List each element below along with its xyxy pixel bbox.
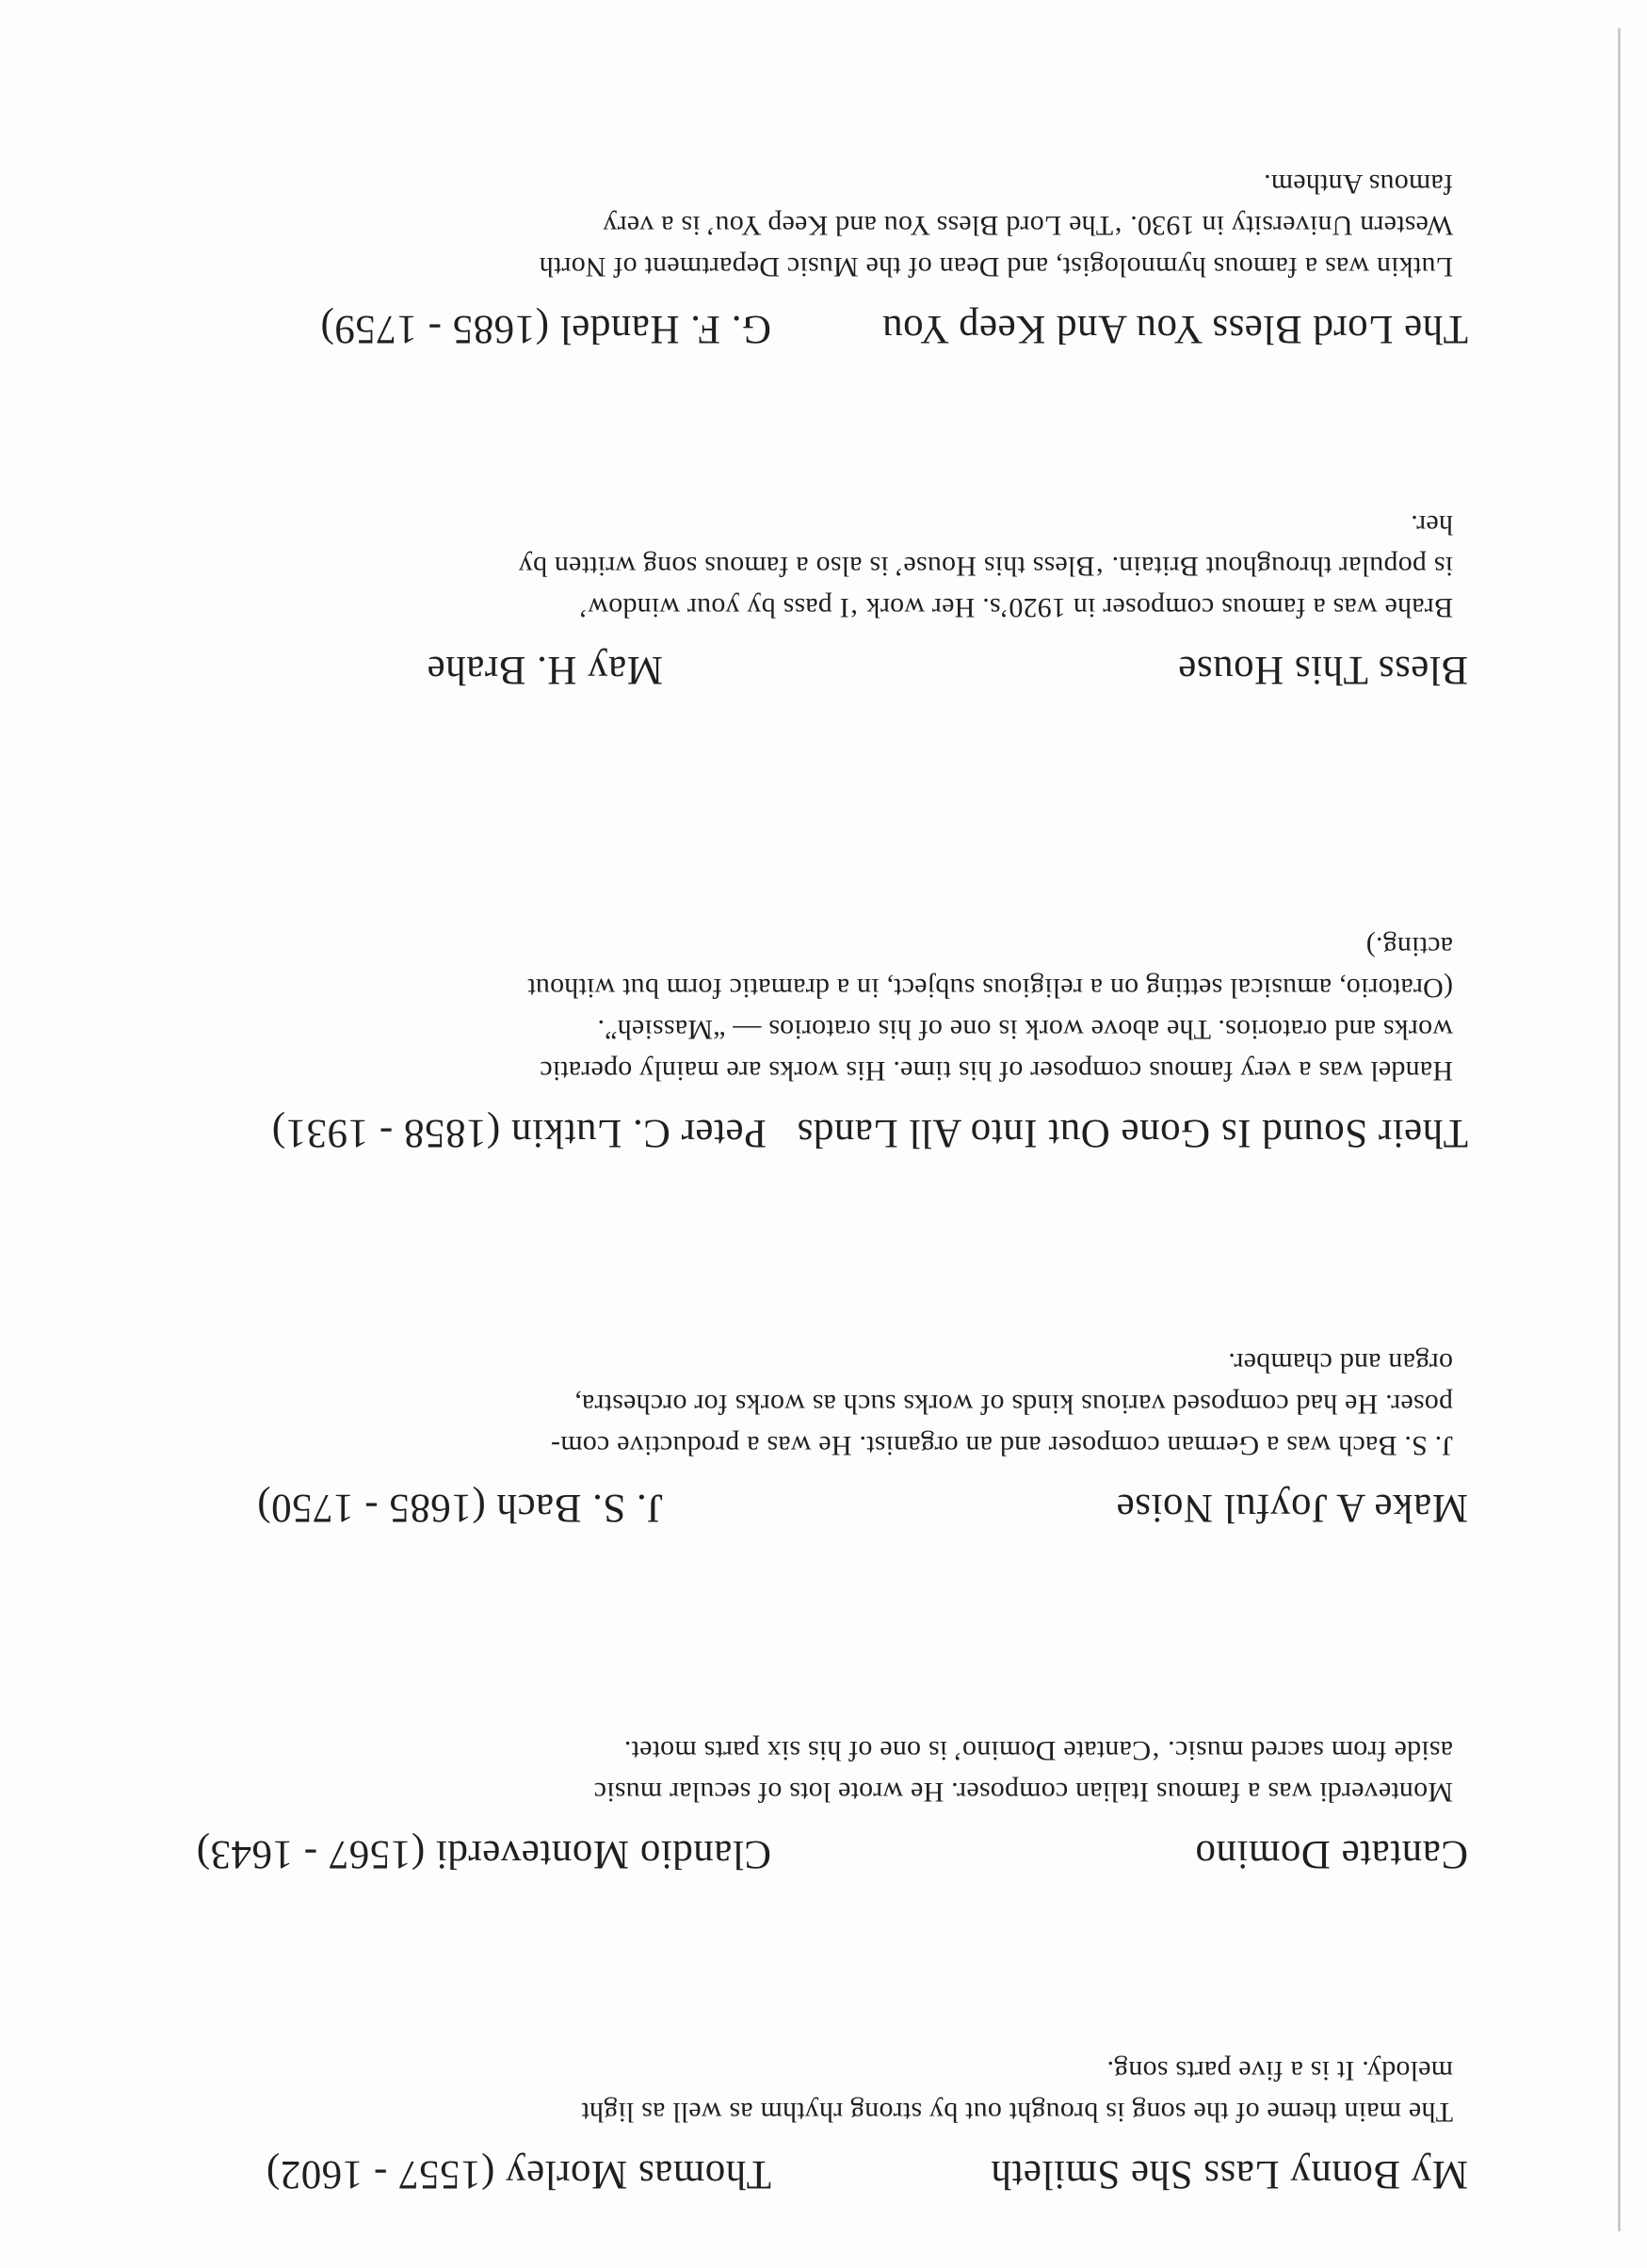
work-title: Their Sound Is Gone Out Into All Lands [797, 1111, 1468, 1155]
entry-description [173, 1729, 1453, 1812]
description-line: Western University in 1930. ‘The Lord Bless You and Keep You’ is a very [603, 210, 1453, 241]
program-entry [173, 163, 1468, 357]
description-line: melody. It is a five parts song. [1106, 2055, 1453, 2086]
program-entry [173, 925, 1468, 1161]
entry-description [173, 925, 1453, 1091]
program-entry [173, 504, 1468, 698]
work-title: My Bonny Lass She Smileth [990, 2152, 1468, 2196]
entry-description [173, 2050, 1453, 2132]
composer-name: Peter C. Lutkin (1858 - 1931) [271, 1111, 767, 1155]
work-title: Make A Joyful Noise [1116, 1486, 1468, 1530]
composer-name: Clandio Monteverdi (1567 - 1643) [196, 1832, 771, 1876]
description-line: (Oratorio, amusical setting on a religious subject, in a dramatic form but without [527, 973, 1453, 1004]
description-line: organ and chamber. [1228, 1347, 1453, 1378]
entry-header [173, 1826, 1468, 1882]
entry-header [173, 1104, 1468, 1161]
description-line: is popular throughout Britain. ‘Bless this House’ is also a famous song written by [518, 551, 1453, 582]
description-line: famous Anthem. [1263, 169, 1453, 200]
description-line: acting.) [1365, 931, 1453, 962]
program-entry [173, 2050, 1468, 2202]
entry-header [173, 1479, 1468, 1536]
description-line: aside from sacred music. ‘Cantate Domino’ is one of his six parts motet. [623, 1735, 1453, 1766]
work-title: Cantate Domino [1194, 1832, 1468, 1876]
entry-description [173, 163, 1453, 287]
composer-name: J. S. Bach (1685 - 1750) [256, 1486, 663, 1530]
entry-header [173, 300, 1468, 357]
description-line: Lutkin was a famous hymnologist, and Dean of the Music Department of North [539, 251, 1453, 282]
entry-description [173, 504, 1453, 628]
entry-header [173, 641, 1468, 698]
description-line: Handel was a very famous composer of his time. His works are mainly operatic [540, 1055, 1453, 1086]
description-line: The main theme of the song is brought out by strong rhythm as well as light [581, 2097, 1453, 2128]
program-entry [173, 1342, 1468, 1536]
description-line: J. S. Bach was a German composer and an organist. He was a productive com- [550, 1430, 1453, 1461]
composer-name: G. F. Handel (1685 - 1759) [320, 307, 771, 351]
entry-description [173, 1342, 1453, 1466]
description-line: poser. He had composed various kinds of works such as works for orchestra, [574, 1389, 1453, 1420]
description-line: her. [1411, 509, 1453, 540]
description-line: works and oratorios. The above work is one of his oratorios — “Massieh”. [597, 1014, 1453, 1045]
composer-name: May H. Brahe [427, 648, 663, 692]
description-line: Monteverdi was a famous Italian composer. He wrote lots of secular music [593, 1777, 1453, 1808]
work-title: The Lord Bless You And Keep You [881, 307, 1468, 351]
entry-header [173, 2146, 1468, 2202]
composer-name: Thomas Morley (1557 - 1602) [266, 2152, 771, 2196]
description-line: Brahe was a famous composer in 1920’s. Her work ‘I pass by your window’ [577, 592, 1453, 623]
program-entry [173, 1729, 1468, 1882]
work-title: Bless This House [1177, 648, 1468, 692]
